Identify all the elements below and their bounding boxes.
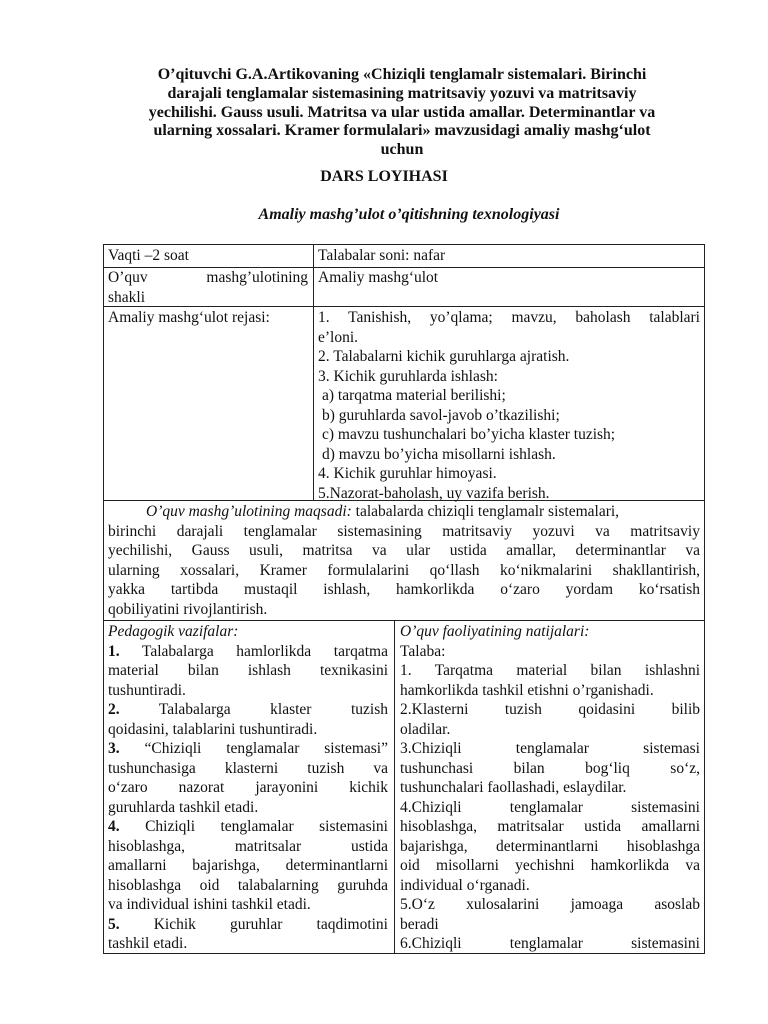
lesson-table xyxy=(103,244,705,954)
plan-subitem: a) tarqatma material berilishi; xyxy=(322,387,506,404)
plan-item: 3. Kichik guruhlarda ishlash: xyxy=(318,367,498,385)
task-line: tushunchasiga klasterni tuzish va xyxy=(108,759,388,777)
table-rule xyxy=(313,245,314,500)
task-line: material bilan ishlash texnikasini xyxy=(108,662,388,679)
outcome-line: oladilar. xyxy=(400,720,451,738)
cell-form-label xyxy=(108,268,308,307)
task-line: tashkil etadi. xyxy=(108,935,188,952)
cell-duration: Vaqti –2 soat xyxy=(108,247,189,264)
outcome-line: 3.Chiziqli tenglamalar sistemasi xyxy=(400,740,700,757)
header-line: ularning xossalari. Kramer formulalari» mavzusidagi amaliy mashg‘ulot xyxy=(153,122,651,140)
goal-label: O’quv mashg’ulotining maqsadi: xyxy=(146,503,352,520)
goal-line: ularning xossalari, Kramer formulalarini qo‘llash ko‘nikmalarini shakllantirish, xyxy=(108,561,700,579)
task-line: guruhlarda tashkil etadi. xyxy=(108,798,259,816)
outcome-line: individual o‘rganadi. xyxy=(400,876,530,894)
task-line: tushuntiradi. xyxy=(108,681,186,699)
task-line: amallarni bajarishga, determinantlarni xyxy=(108,857,388,874)
outcome-line: tushunchalari faollashadi, eslaydilar. xyxy=(400,779,627,796)
header-line: darajali tenglamalar sistemasining matritsaviy yozuvi va matritsaviy xyxy=(167,84,637,102)
document-title: DARS LOYIHASI xyxy=(320,168,448,185)
header-line: yechilishi. Gauss usuli. Matritsa va ular ustida amallar. Determinantlar va xyxy=(148,103,656,121)
task-line: hisoblashga oid talabalarning guruhda xyxy=(108,876,388,894)
outcome-line: 4.Chiziqli tenglamalar sistemasini xyxy=(400,798,700,816)
goal-line: birinchi darajali tenglamalar sistemasining matritsaviy yozuvi va matritsaviy xyxy=(108,522,700,540)
outcome-line: 5.O‘z xulosalarini jamoaga asoslab xyxy=(400,896,700,913)
plan-subitem: d) mavzu bo’yicha misollarni ishlash. xyxy=(322,445,556,463)
header-line: uchun xyxy=(380,141,424,159)
outcome-line: beradi xyxy=(400,915,439,933)
outcomes-subject: Talaba: xyxy=(400,642,446,660)
header-line: O’qituvchi G.A.Artikovaning «Chiziqli tenglamalr sistemalari. Birinchi xyxy=(157,66,647,83)
plan-item: 2. Talabalarni kichik guruhlarga ajratish. xyxy=(318,348,570,365)
goal-line: yechilishi, Gauss usuli, matritsa va ular ustida amallar, determinantlar va xyxy=(108,542,700,559)
goal-line: yakka tartibda mustaqil ishlash, hamkorlikda o‘zaro yordam ko‘rsatish xyxy=(108,581,700,598)
outcome-line: bajarishga, determinantlarni hisoblashga xyxy=(400,837,700,855)
task-line: 5. Kichik guruhlar taqdimotini xyxy=(108,915,388,933)
learning-outcomes xyxy=(400,622,700,954)
pedagogical-tasks xyxy=(108,622,388,954)
plan-list xyxy=(318,308,700,503)
task-line: hisoblashga, matritsalar ustida xyxy=(108,837,388,855)
outcome-line: hamkorlikda tashkil etishni o’rganishadi. xyxy=(400,681,654,699)
outcome-line: 1. Tarqatma material bilan ishlashni xyxy=(400,662,700,679)
outcome-line: 2.Klasterni tuzish qoidasini bilib xyxy=(400,701,700,718)
task-line: 3. “Chiziqli tenglamalar sistemasi” xyxy=(108,740,388,757)
form-label-word: shakli xyxy=(108,288,146,306)
plan-item: e’loni. xyxy=(318,328,359,346)
form-label-word: mashg’ulotining xyxy=(206,269,308,286)
table-rule xyxy=(394,620,395,953)
task-line: o‘zaro nazorat jarayonini kichik xyxy=(108,779,388,796)
goal-cell xyxy=(108,502,700,619)
task-line: va individual ishini tashkil etadi. xyxy=(108,896,311,913)
cell-student-count: Talabalar soni: nafar xyxy=(318,247,446,264)
outcome-line: tushunchasi bilan bog‘liq so‘z, xyxy=(400,759,700,777)
document-header xyxy=(100,66,704,160)
plan-item: 1. Tanishish, yo’qlama; mavzu, baholash talablari xyxy=(318,309,700,326)
goal-line: qobiliyatini rivojlantirish. xyxy=(108,600,268,618)
task-line: qoidasini, talablarini tushuntiradi. xyxy=(108,720,318,738)
cell-plan-label: Amaliy mashg‘ulot rejasi: xyxy=(108,309,270,326)
cell-form-value: Amaliy mashg‘ulot xyxy=(318,269,439,286)
document-subtitle: Amaliy mashg’ulot o’qitishning texnologiyasi xyxy=(258,206,560,223)
task-line: 1. Talabalarga hamlorlikda tarqatma xyxy=(108,642,388,660)
form-label-word: O’quv xyxy=(108,269,148,286)
table-rule xyxy=(104,620,704,621)
plan-subitem: b) guruhlarda savol-javob o’tkazilishi; xyxy=(322,406,560,424)
plan-item: 5.Nazorat-baholash, uy vazifa berish. xyxy=(318,484,550,502)
goal-text: talabalarda chiziqli tenglamalr sistemalari, xyxy=(351,503,620,520)
plan-item: 4. Kichik guruhlar himoyasi. xyxy=(318,465,497,482)
plan-subitem: c) mavzu tushunchalari bo’yicha klaster tuzish; xyxy=(322,426,616,443)
outcome-line: 6.Chiziqli tenglamalar sistemasini xyxy=(400,935,700,952)
outcomes-heading: O’quv faoliyatining natijalari: xyxy=(400,623,590,640)
pedagogical-heading: Pedagogik vazifalar: xyxy=(108,623,239,640)
task-line: 4. Chiziqli tenglamalar sistemasini xyxy=(108,818,388,835)
outcome-line: hisoblashga, matritsalar ustida amallarni xyxy=(400,818,700,835)
outcome-line: oid misollarni yechishni hamkorlikda va xyxy=(400,857,700,874)
task-line: 2. Talabalarga klaster tuzish xyxy=(108,701,388,718)
